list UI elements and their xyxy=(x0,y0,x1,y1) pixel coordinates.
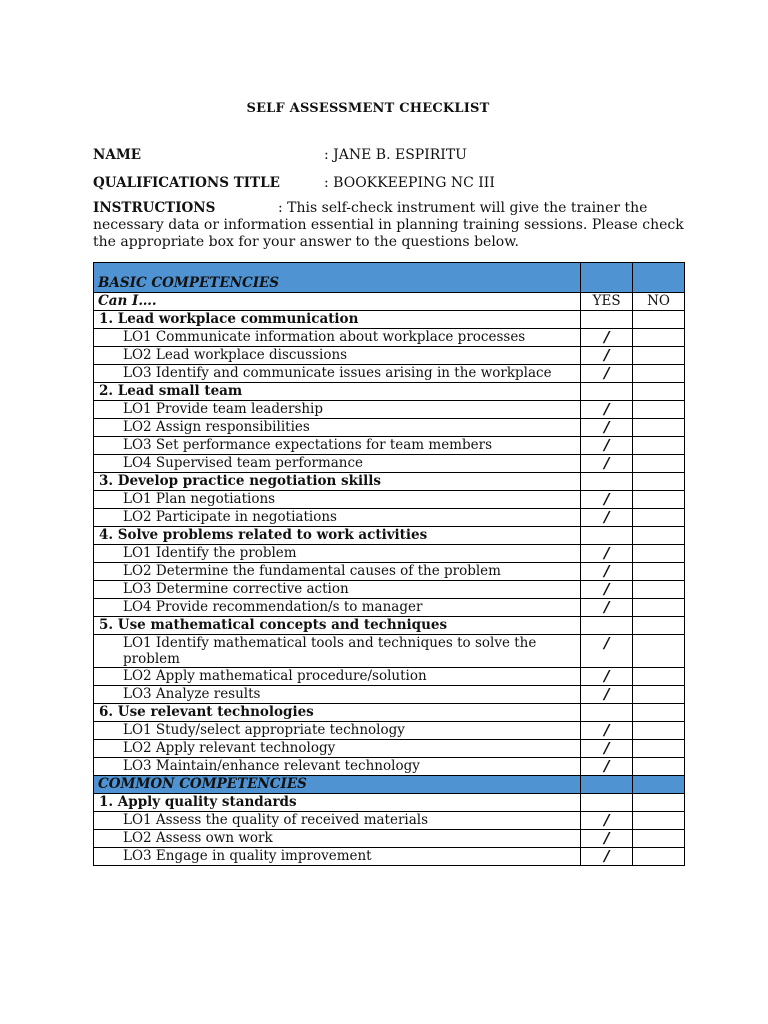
no-checkbox-cell xyxy=(633,794,685,812)
basic-item-row xyxy=(94,686,685,704)
no-checkbox-cell[interactable] xyxy=(633,455,685,473)
basic-group-row xyxy=(94,617,685,635)
header-no-cell xyxy=(633,263,685,293)
basic-item-row xyxy=(94,635,685,668)
no-checkbox-cell[interactable] xyxy=(633,491,685,509)
learning-outcome: LO3 Identify and communicate issues arising in the workplace xyxy=(94,365,581,383)
no-checkbox-cell[interactable] xyxy=(633,401,685,419)
qualification-value: : BOOKKEEPING NC III xyxy=(324,175,495,191)
learning-outcome: LO3 Set performance expectations for team members xyxy=(94,437,581,455)
basic-item-row xyxy=(94,758,685,776)
no-checkbox-cell[interactable] xyxy=(633,848,685,866)
yes-checkbox-cell[interactable]: / xyxy=(581,722,633,740)
yes-checkbox-cell[interactable]: / xyxy=(581,599,633,617)
yes-checkbox-cell[interactable]: / xyxy=(581,635,633,668)
yes-checkbox-cell[interactable]: / xyxy=(581,740,633,758)
basic-item-row xyxy=(94,401,685,419)
learning-outcome: LO1 Plan negotiations xyxy=(94,491,581,509)
yes-checkbox-cell[interactable]: / xyxy=(581,491,633,509)
basic-competencies-header-row xyxy=(94,263,685,293)
yes-checkbox-cell xyxy=(581,704,633,722)
learning-outcome: LO2 Apply mathematical procedure/solution xyxy=(94,668,581,686)
no-checkbox-cell[interactable] xyxy=(633,668,685,686)
qualification-line xyxy=(93,175,280,191)
no-checkbox-cell[interactable] xyxy=(633,581,685,599)
no-checkbox-cell[interactable] xyxy=(633,563,685,581)
common-item-row xyxy=(94,848,685,866)
no-column-label: NO xyxy=(633,293,685,311)
yes-checkbox-cell[interactable]: / xyxy=(581,455,633,473)
basic-competencies-header: BASIC COMPETENCIES xyxy=(94,263,581,293)
competency-checklist-table xyxy=(93,262,685,866)
yes-checkbox-cell[interactable]: / xyxy=(581,812,633,830)
competency-title: 1. Lead workplace communication xyxy=(94,311,581,329)
yes-checkbox-cell[interactable]: / xyxy=(581,347,633,365)
basic-item-row xyxy=(94,545,685,563)
competency-title: 5. Use mathematical concepts and techniques xyxy=(94,617,581,635)
yes-checkbox-cell[interactable]: / xyxy=(581,509,633,527)
yes-checkbox-cell[interactable]: / xyxy=(581,365,633,383)
learning-outcome: LO2 Participate in negotiations xyxy=(94,509,581,527)
learning-outcome: LO3 Determine corrective action xyxy=(94,581,581,599)
learning-outcome: LO2 Lead workplace discussions xyxy=(94,347,581,365)
no-checkbox-cell xyxy=(633,383,685,401)
no-checkbox-cell xyxy=(633,473,685,491)
no-checkbox-cell[interactable] xyxy=(633,812,685,830)
no-checkbox-cell[interactable] xyxy=(633,599,685,617)
yes-column-label: YES xyxy=(581,293,633,311)
no-checkbox-cell[interactable] xyxy=(633,545,685,563)
no-checkbox-cell[interactable] xyxy=(633,365,685,383)
learning-outcome: LO2 Apply relevant technology xyxy=(94,740,581,758)
learning-outcome: LO1 Assess the quality of received materials xyxy=(94,812,581,830)
no-checkbox-cell xyxy=(633,311,685,329)
no-checkbox-cell[interactable] xyxy=(633,509,685,527)
instructions-text: : This self-check instrument will give the trainer the necessary data or information essential in planning training sessions. Please check the appropriate box for your answer to the questions below. xyxy=(93,200,684,250)
competency-title: 1. Apply quality standards xyxy=(94,794,581,812)
basic-item-row xyxy=(94,563,685,581)
yes-checkbox-cell[interactable]: / xyxy=(581,668,633,686)
basic-item-row xyxy=(94,329,685,347)
common-item-row xyxy=(94,830,685,848)
basic-group-row xyxy=(94,704,685,722)
competency-title: 6. Use relevant technologies xyxy=(94,704,581,722)
common-group-row xyxy=(94,794,685,812)
yes-checkbox-cell[interactable]: / xyxy=(581,419,633,437)
can-i-label: Can I…. xyxy=(94,293,581,311)
header-no-cell xyxy=(633,776,685,794)
learning-outcome: LO2 Determine the fundamental causes of the problem xyxy=(94,563,581,581)
basic-item-row xyxy=(94,437,685,455)
yes-checkbox-cell[interactable]: / xyxy=(581,563,633,581)
instructions-label: INSTRUCTIONS xyxy=(93,200,216,216)
yes-checkbox-cell xyxy=(581,311,633,329)
no-checkbox-cell[interactable] xyxy=(633,758,685,776)
learning-outcome: LO3 Analyze results xyxy=(94,686,581,704)
common-item-row xyxy=(94,812,685,830)
learning-outcome: LO1 Identify mathematical tools and techniques to solve the problem xyxy=(94,635,581,668)
yes-checkbox-cell[interactable]: / xyxy=(581,830,633,848)
basic-item-row xyxy=(94,599,685,617)
yes-checkbox-cell[interactable]: / xyxy=(581,401,633,419)
yes-checkbox-cell xyxy=(581,617,633,635)
competency-title: 2. Lead small team xyxy=(94,383,581,401)
basic-group-row xyxy=(94,383,685,401)
no-checkbox-cell[interactable] xyxy=(633,830,685,848)
yes-checkbox-cell xyxy=(581,527,633,545)
learning-outcome: LO4 Supervised team performance xyxy=(94,455,581,473)
yes-checkbox-cell xyxy=(581,794,633,812)
yes-checkbox-cell[interactable]: / xyxy=(581,545,633,563)
yes-checkbox-cell[interactable]: / xyxy=(581,329,633,347)
learning-outcome: LO1 Provide team leadership xyxy=(94,401,581,419)
qualification-label: QUALIFICATIONS TITLE xyxy=(93,175,280,191)
basic-group-row xyxy=(94,311,685,329)
name-value: : JANE B. ESPIRITU xyxy=(324,147,467,163)
learning-outcome: LO1 Identify the problem xyxy=(94,545,581,563)
no-checkbox-cell xyxy=(633,527,685,545)
basic-item-row xyxy=(94,491,685,509)
basic-item-row xyxy=(94,347,685,365)
yes-checkbox-cell xyxy=(581,473,633,491)
no-checkbox-cell[interactable] xyxy=(633,740,685,758)
no-checkbox-cell[interactable] xyxy=(633,686,685,704)
no-checkbox-cell[interactable] xyxy=(633,722,685,740)
basic-item-row xyxy=(94,455,685,473)
basic-item-row xyxy=(94,365,685,383)
basic-item-row xyxy=(94,509,685,527)
common-competencies-header-row xyxy=(94,776,685,794)
learning-outcome: LO3 Maintain/enhance relevant technology xyxy=(94,758,581,776)
instructions xyxy=(93,200,685,251)
learning-outcome: LO2 Assign responsibilities xyxy=(94,419,581,437)
basic-group-row xyxy=(94,473,685,491)
no-checkbox-cell[interactable] xyxy=(633,437,685,455)
competency-title: 3. Develop practice negotiation skills xyxy=(94,473,581,491)
basic-item-row xyxy=(94,722,685,740)
can-i-row xyxy=(94,293,685,311)
name-label: NAME xyxy=(93,147,142,163)
yes-checkbox-cell[interactable]: / xyxy=(581,758,633,776)
learning-outcome: LO1 Communicate information about workplace processes xyxy=(94,329,581,347)
no-checkbox-cell xyxy=(633,617,685,635)
document-title: SELF ASSESSMENT CHECKLIST xyxy=(246,101,490,116)
learning-outcome: LO4 Provide recommendation/s to manager xyxy=(94,599,581,617)
no-checkbox-cell[interactable] xyxy=(633,635,685,668)
basic-item-row xyxy=(94,581,685,599)
header-yes-cell xyxy=(581,776,633,794)
no-checkbox-cell xyxy=(633,704,685,722)
basic-group-row xyxy=(94,527,685,545)
learning-outcome: LO3 Engage in quality improvement xyxy=(94,848,581,866)
yes-checkbox-cell xyxy=(581,383,633,401)
yes-checkbox-cell[interactable]: / xyxy=(581,686,633,704)
learning-outcome: LO2 Assess own work xyxy=(94,830,581,848)
yes-checkbox-cell[interactable]: / xyxy=(581,848,633,866)
competency-title: 4. Solve problems related to work activities xyxy=(94,527,581,545)
header-yes-cell xyxy=(581,263,633,293)
common-competencies-header: COMMON COMPETENCIES xyxy=(94,776,581,794)
no-checkbox-cell[interactable] xyxy=(633,419,685,437)
basic-item-row xyxy=(94,740,685,758)
name-line xyxy=(93,147,141,163)
basic-item-row xyxy=(94,668,685,686)
yes-checkbox-cell[interactable]: / xyxy=(581,437,633,455)
no-checkbox-cell[interactable] xyxy=(633,347,685,365)
learning-outcome: LO1 Study/select appropriate technology xyxy=(94,722,581,740)
basic-item-row xyxy=(94,419,685,437)
yes-checkbox-cell[interactable]: / xyxy=(581,581,633,599)
no-checkbox-cell[interactable] xyxy=(633,329,685,347)
